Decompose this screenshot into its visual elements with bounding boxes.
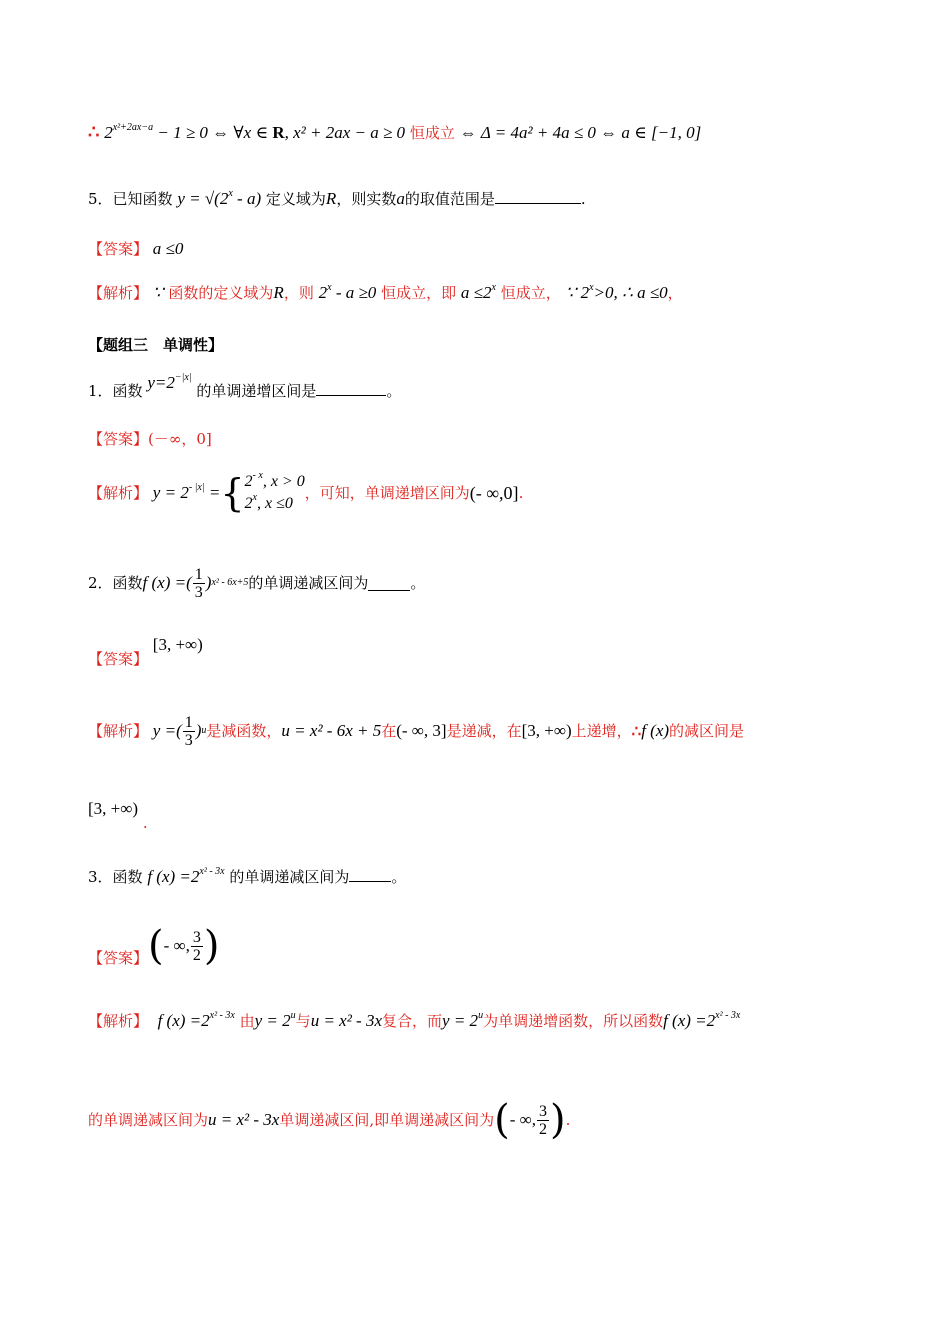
answer-tag: 【答案】 [88,240,149,258]
question-formula: $y=2^{-|x|}$ [147,372,192,392]
section-title: 【题组三 单调性】 [88,336,224,354]
analysis-tag: 【解析】 [88,284,149,302]
derivation-formula-2: ⇔ Δ = 4a² + 4a ≤ 0 ⇔ a ∈ [−1, 0] [459,123,702,142]
piecewise-cases: $2^{- x}$, x > 0 2$^x$, x ≤0 [244,470,305,512]
answer-s2: 【答案】 [3, +∞) [88,635,203,668]
answer-5 [88,238,183,260]
analysis-s3: 【解析】 f $(x) =2^{x^2 - 3x}$ 由$y = 2^u$与u = x² - 3x复合，而$y = 2^u$为单调递增函数，所以函数f $(x) =2^{x^2 - 3x}$ [88,1010,741,1030]
question-s3: 3．函数 f $(x) =2^{x^2 - 3x}$ 的单调递减区间为 。 [88,866,407,886]
answer-s1: 【答案】(－∞，0] [88,430,212,448]
analysis-s2: 【解析】 y =( $\frac{1}{3}$ ) u 是减函数， u = x² - 6x + 5 在 (- ∞, 3] 是递减，在 [3, +∞) 上递增， ∴ f (x) 的减区间是 [88,713,745,749]
analysis-s3-cont: 的单调递减区间为 u = x² - 3x 单调递减区间,即单调递减区间为 ( - ∞, $\frac{3}{2}$ ) . [88,1097,571,1143]
answer-blank [368,576,410,591]
answer-blank [316,381,386,396]
question-5: 5．已知函数 $y = √(2^x - a)$ 定义域为R，则实数a的取值范围是 . [88,188,586,208]
derivation-line [88,122,701,144]
question-formula: f (x) =( $\frac{1}{3}$ ) x² - 6x+5 [142,565,249,601]
analysis-s1: 【解析】 $y = 2^{- |x|}$ = { $2^{- x}$, x > 0 2$^x$, x ≤0 ，可知，单调递增区间为 (- ∞,0] . [88,470,524,515]
analysis-5: 【解析】 ∵ 函数的定义域为R，则 2$^x$ - a ≥0 恒成立，即 $a \le 2^x$ 恒成立， ∵ $2^x>0$, ∴ a ≤0， [88,282,683,302]
question-formula: $y = √(2^x - a)$ [177,188,262,208]
answer-s3: 【答案】 ( - ∞, $\frac{3}{2}$ ) [88,923,220,969]
answer-value: a ≤0 [152,239,184,258]
therefore-symbol: ∴ [88,122,100,143]
question-s2: 2．函数 f (x) =( $\frac{1}{3}$ ) x² - 6x+5 的单调递减区间为 。 [88,565,426,601]
question-number: 5．已知函数 [88,190,173,208]
answer-value: [3, +∞) [152,635,203,654]
derivation-text: 恒成立 [409,124,455,142]
question-formula: f $(x) =2^{x^2 - 3x}$ [147,866,225,886]
derivation-formula: $2^{x^2+2ax-a} - 1 \ge 0$ ⇔ ∀x ∈ R, x² + 2ax − a ≥ 0 [104,122,406,142]
answer-value: (－∞，0] [148,430,212,448]
left-brace: { [220,471,245,515]
answer-blank [349,867,391,882]
analysis-s2-cont: [3, +∞) . [88,799,148,832]
question-s1: 1．函数 $y=2^{-|x|}$ 的单调递增区间是 。 [88,372,402,400]
answer-blank [495,189,581,204]
